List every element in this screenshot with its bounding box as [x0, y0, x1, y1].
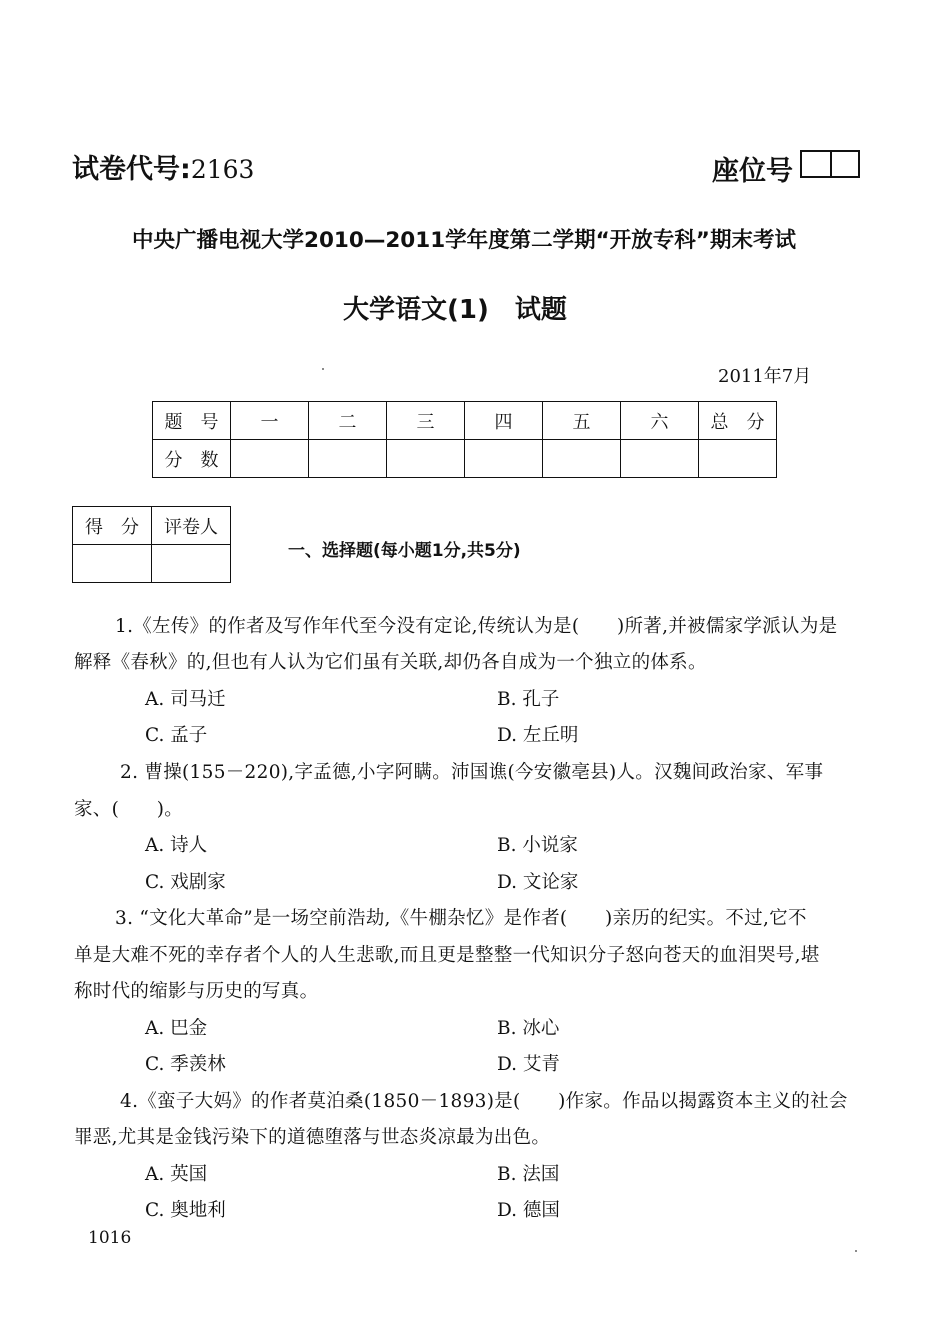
question-1-option-d: D. 左丘明 [497, 725, 579, 746]
question-2-option-c: C. 戏剧家 [145, 872, 226, 893]
grader-score-label: 得 分 [73, 507, 152, 545]
grader-name-label: 评卷人 [152, 507, 231, 545]
question-1-option-c: C. 孟子 [145, 725, 208, 746]
score-entry-cell[interactable] [699, 440, 777, 478]
question-2-line-2: 家、( )。 [74, 799, 184, 820]
question-1-option-a: A. 司马迁 [145, 689, 226, 710]
question-4-line-2: 罪恶,尤其是金钱污染下的道德堕落与世态炎凉最为出色。 [74, 1127, 551, 1148]
question-3-line-3: 称时代的缩影与历史的写真。 [74, 981, 319, 1002]
question-4-option-c: C. 奥地利 [145, 1200, 226, 1221]
question-2-option-b: B. 小说家 [497, 835, 578, 856]
question-4-line-1: 4.《蛮子大妈》的作者莫泊桑(1850－1893)是( )作家。作品以揭露资本主义的社会 [120, 1091, 848, 1112]
exam-title: 中央广播电视大学2010—2011学年度第二学期“开放专科”期末考试 [132, 228, 796, 253]
seat-number-label: 座位号 [712, 156, 793, 187]
score-entry-cell[interactable] [387, 440, 465, 478]
exam-code [72, 147, 254, 186]
grader-table [72, 506, 231, 583]
page-number: 1016 [88, 1228, 132, 1248]
score-entry-cell[interactable] [621, 440, 699, 478]
score-table-score-row [153, 440, 777, 478]
grader-score-entry[interactable] [73, 545, 152, 583]
score-entry-cell[interactable] [309, 440, 387, 478]
score-cell-total: 总 分 [699, 402, 777, 440]
score-cell: 六 [621, 402, 699, 440]
question-2-option-d: D. 文论家 [497, 872, 579, 893]
question-1-line-2: 解释《春秋》的,但也有人认为它们虽有关联,却仍各自成为一个独立的体系。 [74, 652, 707, 673]
question-4-option-b: B. 法国 [497, 1164, 560, 1185]
question-2-option-a: A. 诗人 [145, 835, 208, 856]
score-entry-cell[interactable] [543, 440, 621, 478]
question-3-option-d: D. 艾青 [497, 1054, 560, 1075]
seat-number-box[interactable] [800, 150, 860, 178]
question-3-option-c: C. 季羡林 [145, 1054, 226, 1075]
question-1-line-1: 1.《左传》的作者及写作年代至今没有定论,传统认为是( )所著,并被儒家学派认为是 [115, 616, 838, 637]
scan-speck [855, 1250, 857, 1252]
score-table [152, 401, 777, 478]
score-cell: 一 [231, 402, 309, 440]
exam-code-value: 2163 [190, 155, 255, 184]
question-3-line-1: 3. “文化大革命”是一场空前浩劫,《牛棚杂忆》是作者( )亲历的纪实。不过,它不 [115, 908, 807, 929]
score-cell: 五 [543, 402, 621, 440]
score-entry-cell[interactable] [465, 440, 543, 478]
score-cell-label: 分 数 [153, 440, 231, 478]
score-cell: 四 [465, 402, 543, 440]
scan-speck [322, 368, 324, 370]
exam-date: 2011年7月 [718, 366, 812, 387]
question-1-option-b: B. 孔子 [497, 689, 560, 710]
section-1-title: 一、选择题(每小题1分,共5分) [288, 541, 521, 561]
question-4-option-d: D. 德国 [497, 1200, 560, 1221]
score-entry-cell[interactable] [231, 440, 309, 478]
subject-title: 大学语文(1) 试题 [343, 295, 567, 325]
score-cell: 二 [309, 402, 387, 440]
question-3-option-b: B. 冰心 [497, 1018, 560, 1039]
question-4-option-a: A. 英国 [145, 1164, 208, 1185]
grader-name-entry[interactable] [152, 545, 231, 583]
question-3-line-2: 单是大难不死的幸存者个人的人生悲歌,而且更是整整一代知识分子怒向苍天的血泪哭号,堪 [74, 945, 820, 966]
score-table-header-row [153, 402, 777, 440]
question-2-line-1: 2. 曹操(155－220),字孟德,小字阿瞒。沛国谯(今安徽亳县)人。汉魏间政治家、军事 [120, 762, 824, 783]
score-cell-label: 题 号 [153, 402, 231, 440]
score-cell: 三 [387, 402, 465, 440]
question-3-option-a: A. 巴金 [145, 1018, 208, 1039]
exam-code-label: 试卷代号 [72, 154, 180, 185]
exam-code-separator: : [180, 154, 191, 185]
